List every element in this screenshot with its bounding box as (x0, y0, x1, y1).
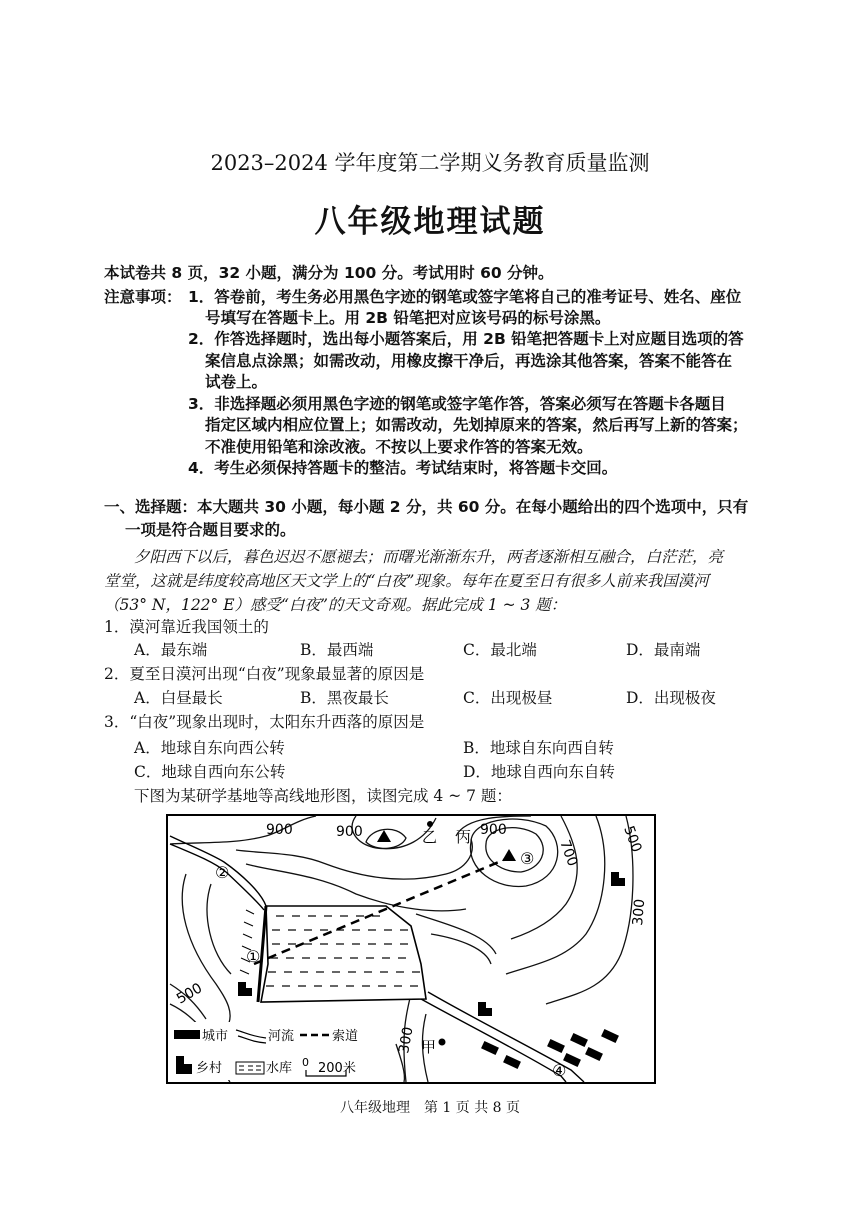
contour-label: 500 (174, 980, 206, 1008)
note-2-line-2: 案信息点涂黑；如需改动，用橡皮擦干净后，再选涂其他答案，答案不能答在 (205, 352, 733, 370)
question-3-option-b: B．地球自东向西自转 (463, 739, 614, 757)
note-3-line-1: 3．非选择题必须用黑色字迹的钢笔或签字笔作答，答案必须写在答题卡各题目 (188, 395, 726, 413)
contour-label: 700 (556, 837, 581, 869)
note-2-line-1: 2．作答选择题时，选出每小题答案后，用 2B 铅笔把答题卡上对应题目选项的答 (188, 330, 744, 348)
question-1-option-c: C．最北端 (463, 641, 537, 659)
question-2-stem: 2．夏至日漠河出现“白夜”现象最显著的原因是 (104, 665, 425, 683)
question-2-option-b: B．黑夜最长 (300, 689, 389, 707)
legend-cableway-label: 索道 (332, 1029, 359, 1044)
legend-river-label: 河流 (268, 1029, 295, 1044)
contour-label: 900 (480, 822, 507, 838)
passage-line-1: 夕阳西下以后，暮色迟迟不愿褪去；而曙光渐渐东升，两者逐渐相互融合，白茫茫，亮 (134, 548, 724, 566)
page-footer: 八年级地理 第 1 页 共 8 页 (339, 1100, 521, 1116)
legend-scale-label: 200米 (318, 1061, 356, 1076)
exam-subtitle: 2023–2024 学年度第二学期义务教育质量监测 (210, 151, 650, 175)
question-2-option-c: C．出现极昼 (463, 689, 553, 707)
contour-map (166, 814, 656, 1084)
point-2-label: ② (215, 863, 230, 882)
map-intro: 下图为某研学基地等高线地形图，读图完成 4 ~ 7 题： (134, 787, 512, 805)
section-heading-line-2: 一项是符合题目要求的。 (125, 521, 296, 539)
point-yi-dot (427, 821, 433, 827)
question-1-option-d: D．最南端 (626, 641, 701, 659)
question-2-option-a: A．白昼最长 (134, 689, 223, 707)
question-3-stem: 3．“白夜”现象出现时，太阳东升西落的原因是 (104, 713, 425, 731)
note-1-line-2: 号填写在答题卡上。用 2B 铅笔把对应该号码的标号涂黑。 (205, 309, 611, 327)
legend-city-label: 城市 (202, 1029, 229, 1044)
note-2-line-3: 试卷上。 (205, 373, 268, 391)
question-3-option-d: D．地球自西向东自转 (463, 763, 615, 781)
exam-summary: 本试卷共 8 页，32 小题，满分为 100 分。考试用时 60 分钟。 (104, 264, 554, 282)
legend-reservoir-icon (236, 1062, 264, 1074)
legend-village-label: 乡村 (196, 1061, 223, 1076)
point-3-label: ③ (520, 849, 535, 868)
section-heading-line-1: 一、选择题：本大题共 30 小题，每小题 2 分，共 60 分。在每小题给出的四个选项中，只有 (104, 498, 749, 516)
question-2-option-d: D．出现极夜 (626, 689, 716, 707)
contour-label: 300 (396, 1025, 417, 1055)
question-1-stem: 1．漠河靠近我国领土的 (104, 618, 269, 636)
place-label-bing: 丙 (456, 828, 472, 846)
passage-line-3: （53° N，122° E）感受“白夜”的天文奇观。据此完成 1 ~ 3 题： (104, 596, 567, 614)
legend-scale-zero: 0 (302, 1056, 309, 1069)
note-3-line-3: 不准使用铅笔和涂改液。不按以上要求作答的答案无效。 (205, 438, 593, 456)
contour-label: 900 (336, 824, 363, 840)
contour-label: 900 (266, 822, 293, 838)
passage-line-2: 堂堂，这就是纬度较高地区天文学上的“白夜”现象。每年在夏至日有很多人前来我国漠河 (104, 572, 709, 590)
point-jia-dot (439, 1039, 446, 1046)
question-1-option-a: A．最东端 (134, 641, 208, 659)
reservoir (261, 906, 426, 1002)
note-1-line-1: 1．答卷前，考生务必用黑色字迹的钢笔或签字笔将自己的准考证号、姓名、座位 (188, 288, 742, 306)
contour-label: 300 (630, 898, 649, 927)
point-4-label: ④ (552, 1061, 567, 1080)
place-label-yi: 乙 (422, 828, 438, 846)
point-1-label: ① (246, 947, 261, 966)
notice-label: 注意事项： (104, 288, 182, 306)
legend-reservoir-label: 水库 (266, 1061, 293, 1076)
question-1-option-b: B．最西端 (300, 641, 374, 659)
note-3-line-2: 指定区域内相应位置上；如需改动，先划掉原来的答案，然后再写上新的答案； (205, 416, 748, 434)
question-3-option-c: C．地球自西向东公转 (134, 763, 286, 781)
contour-label: 500 (620, 823, 645, 855)
note-4-line-1: 4．考生必须保持答题卡的整洁。考试结束时，将答题卡交回。 (188, 459, 618, 477)
legend-city-icon (174, 1030, 200, 1039)
place-label-jia: 甲 (421, 1038, 437, 1056)
exam-title: 八年级地理试题 (314, 204, 546, 240)
question-3-option-a: A．地球自东向西公转 (134, 739, 285, 757)
